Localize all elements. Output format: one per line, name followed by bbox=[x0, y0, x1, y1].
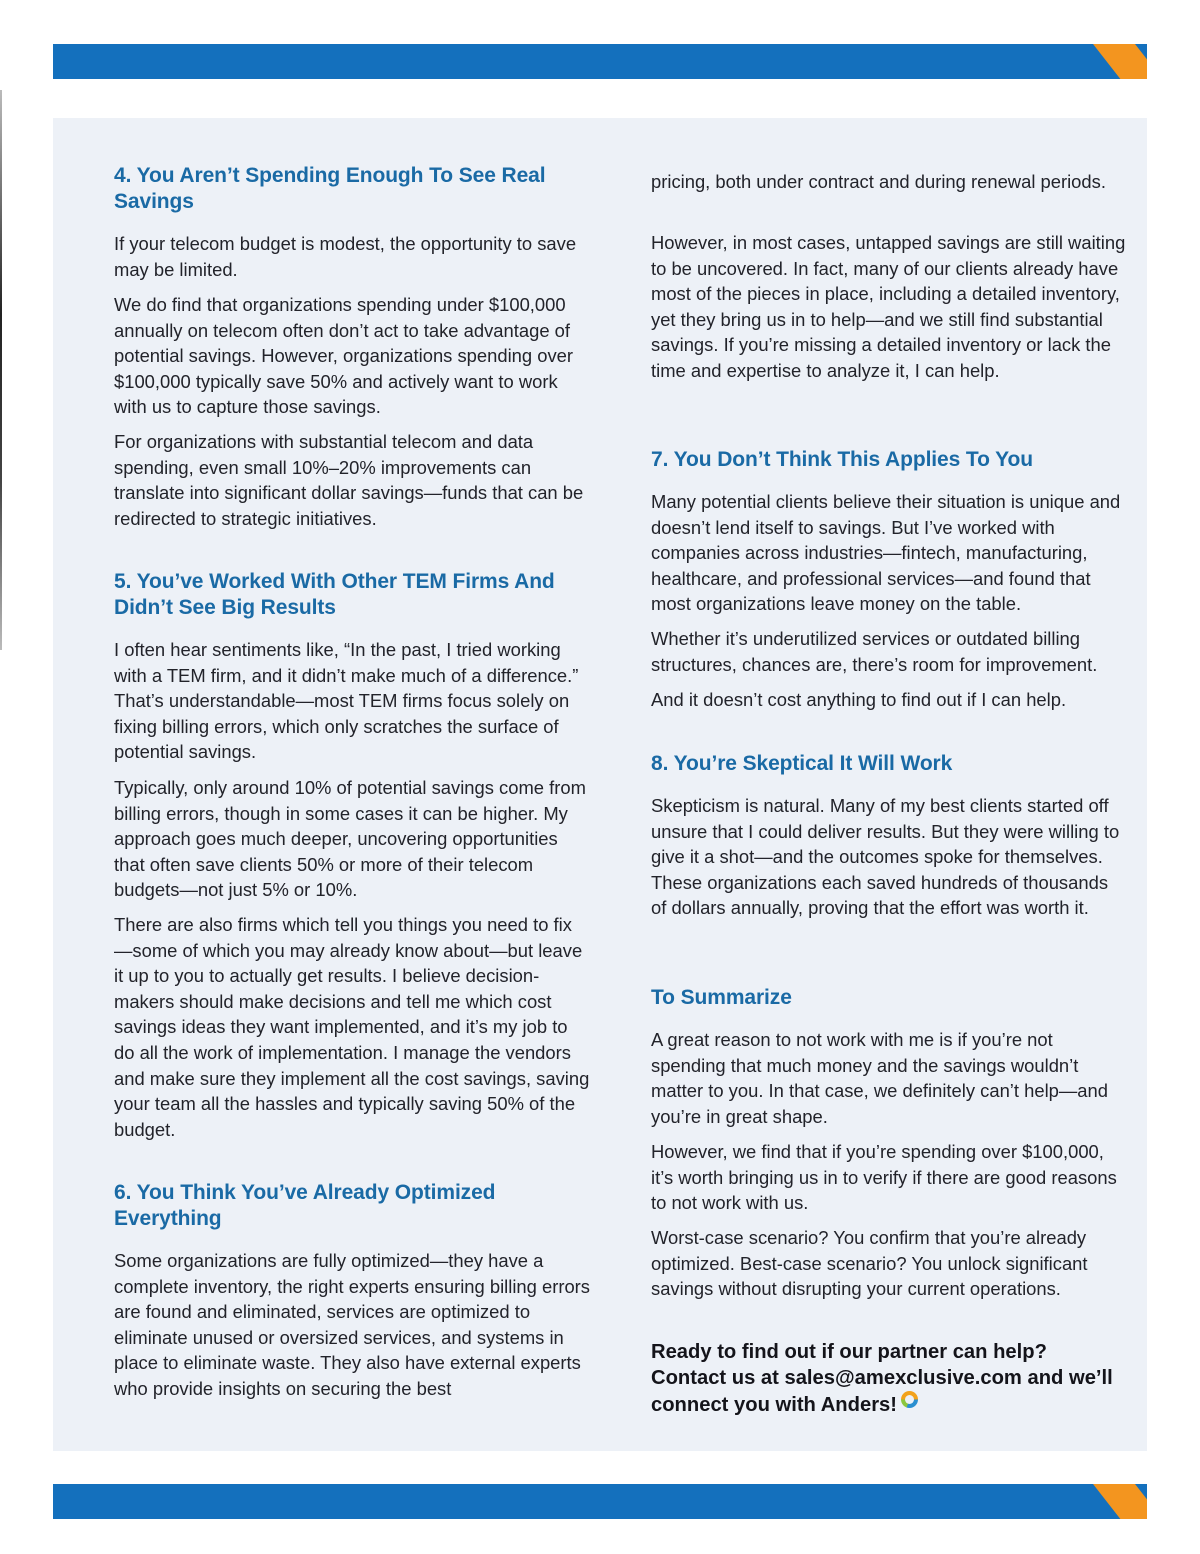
summary-p1-wrap bbox=[651, 1027, 1127, 1129]
section-5-paragraph-2: Typically, only around 10% of potential savings come from billing errors, though in some cases it can be higher. My approach goes much deeper, uncovering opportunities that often save clients 50% or more of their telecom budgets—not just 5% or 10%. bbox=[114, 777, 586, 901]
content-panel bbox=[53, 118, 1147, 1451]
section-6-cont-p2-wrap bbox=[651, 230, 1127, 384]
cta-wrap bbox=[651, 1340, 1127, 1419]
section-7 bbox=[651, 447, 1127, 473]
summary-section bbox=[651, 985, 1127, 1011]
summary-p2-wrap bbox=[651, 1139, 1127, 1216]
section-5-paragraph-3: There are also firms which tell you things you need to fix—some of which you may already know about—but leave it up to you to actually get results. I believe decision-makers should make decisions and tell me which cost savings ideas they want implemented, and it’s my job to do all the work of implementation. I manage the vendors and make sure they implement all the cost savings, saving your team all the hassles and typically saving 50% of the budget. bbox=[114, 914, 590, 1140]
section-6-paragraph-1: Some organizations are fully optimized—they have a complete inventory, the right experts ensuring billing errors are found and eliminated, services are optimized to eliminate unused or oversized services, and systems in place to eliminate waste. They also have external experts who provide insights on securing the best bbox=[114, 1250, 591, 1399]
section-4 bbox=[114, 163, 590, 215]
section-4-paragraph-1: If your telecom budget is modest, the opportunity to save may be limited. bbox=[114, 233, 577, 280]
section-6-cont-paragraph-2: However, in most cases, untapped savings are still waiting to be uncovered. In fact, many of our clients already have most of the pieces in place, including a detailed inventory, yet they bring us in to help—and we still find substantial savings. If you’re missing a detailed inventory or lack the time and expertise to analyze it, I can help. bbox=[651, 232, 1126, 381]
section-6-cont-p1-wrap bbox=[651, 169, 1127, 195]
section-5-heading: 5. You’ve Worked With Other TEM Firms And Didn’t See Big Results bbox=[114, 570, 555, 619]
swirl-logo-icon bbox=[901, 1391, 918, 1408]
section-7-p2-wrap bbox=[651, 626, 1127, 677]
summary-heading: To Summarize bbox=[651, 986, 792, 1009]
section-4-heading: 4. You Aren’t Spending Enough To See Real Savings bbox=[114, 164, 546, 213]
cta-text: Ready to find out if our partner can help? Contact us at sales@amexclusive.com and we’ll connect you with Anders! bbox=[651, 1341, 1113, 1417]
section-5-p3-wrap bbox=[114, 912, 590, 1142]
footer-orange-accent bbox=[1093, 1484, 1147, 1519]
footer-band bbox=[53, 1484, 1147, 1519]
summary-paragraph-3: Worst-case scenario? You confirm that you’re already optimized. Best-case scenario? You unlock significant savings without disrupting your current operations. bbox=[651, 1227, 1088, 1300]
summary-p3-wrap bbox=[651, 1225, 1127, 1302]
summary-paragraph-2: However, we find that if you’re spending over $100,000, it’s worth bringing us in to verify if there are good reasons to not work with us. bbox=[651, 1141, 1117, 1214]
call-to-action bbox=[651, 1340, 1127, 1419]
header-band bbox=[53, 44, 1147, 79]
section-6-heading: 6. You Think You’ve Already Optimized Everything bbox=[114, 1181, 496, 1230]
section-4-paragraph-3: For organizations with substantial telecom and data spending, even small 10%–20% improvements can translate into significant dollar savings—funds that can be redirected to strategic initiatives. bbox=[114, 431, 584, 529]
section-6-p1-wrap bbox=[114, 1248, 590, 1402]
section-7-p3-wrap bbox=[651, 687, 1127, 713]
section-7-paragraph-3: And it doesn’t cost anything to find out if I can help. bbox=[651, 689, 1067, 710]
section-4-p3-wrap bbox=[114, 429, 590, 531]
header-orange-accent bbox=[1093, 44, 1147, 79]
section-8 bbox=[651, 751, 1127, 777]
scan-edge bbox=[0, 90, 2, 650]
section-5-p1-wrap bbox=[114, 637, 590, 765]
section-4-paragraph-2: We do find that organizations spending under $100,000 annually on telecom often don’t act to take advantage of potential savings. However, organizations spending over $100,000 typically save 50% and actively want to work with us to capture those savings. bbox=[114, 294, 574, 418]
section-5 bbox=[114, 569, 590, 621]
section-4-p2-wrap bbox=[114, 292, 590, 420]
section-8-p1-wrap bbox=[651, 793, 1127, 921]
section-6 bbox=[114, 1180, 590, 1232]
section-7-heading: 7. You Don’t Think This Applies To You bbox=[651, 448, 1033, 471]
section-5-p2-wrap bbox=[114, 775, 590, 903]
section-6-cont-paragraph-1: pricing, both under contract and during renewal periods. bbox=[651, 171, 1106, 192]
section-7-paragraph-2: Whether it’s underutilized services or outdated billing structures, chances are, there’s room for improvement. bbox=[651, 628, 1098, 675]
section-4-p1-wrap bbox=[114, 231, 590, 282]
summary-paragraph-1: A great reason to not work with me is if you’re not spending that much money and the savings wouldn’t matter to you. In that case, we definitely can’t help—and you’re in great shape. bbox=[651, 1029, 1108, 1127]
section-7-paragraph-1: Many potential clients believe their situation is unique and doesn’t lend itself to savings. But I’ve worked with companies across industries—fintech, manufacturing, healthcare, and professional services—and found that most organizations leave money on the table. bbox=[651, 491, 1121, 615]
section-8-paragraph-1: Skepticism is natural. Many of my best clients started off unsure that I could deliver results. But they were willing to give it a shot—and the outcomes spoke for themselves. These organizations each saved hundreds of thousands of dollars annually, proving that the effort was worth it. bbox=[651, 795, 1120, 919]
section-5-paragraph-1: I often hear sentiments like, “In the past, I tried working with a TEM firm, and it didn’t make much of a difference.” That’s understandable—most TEM firms focus solely on fixing billing errors, which only scratches the surface of potential savings. bbox=[114, 639, 579, 763]
section-8-heading: 8. You’re Skeptical It Will Work bbox=[651, 752, 953, 775]
section-7-p1-wrap bbox=[651, 489, 1127, 617]
